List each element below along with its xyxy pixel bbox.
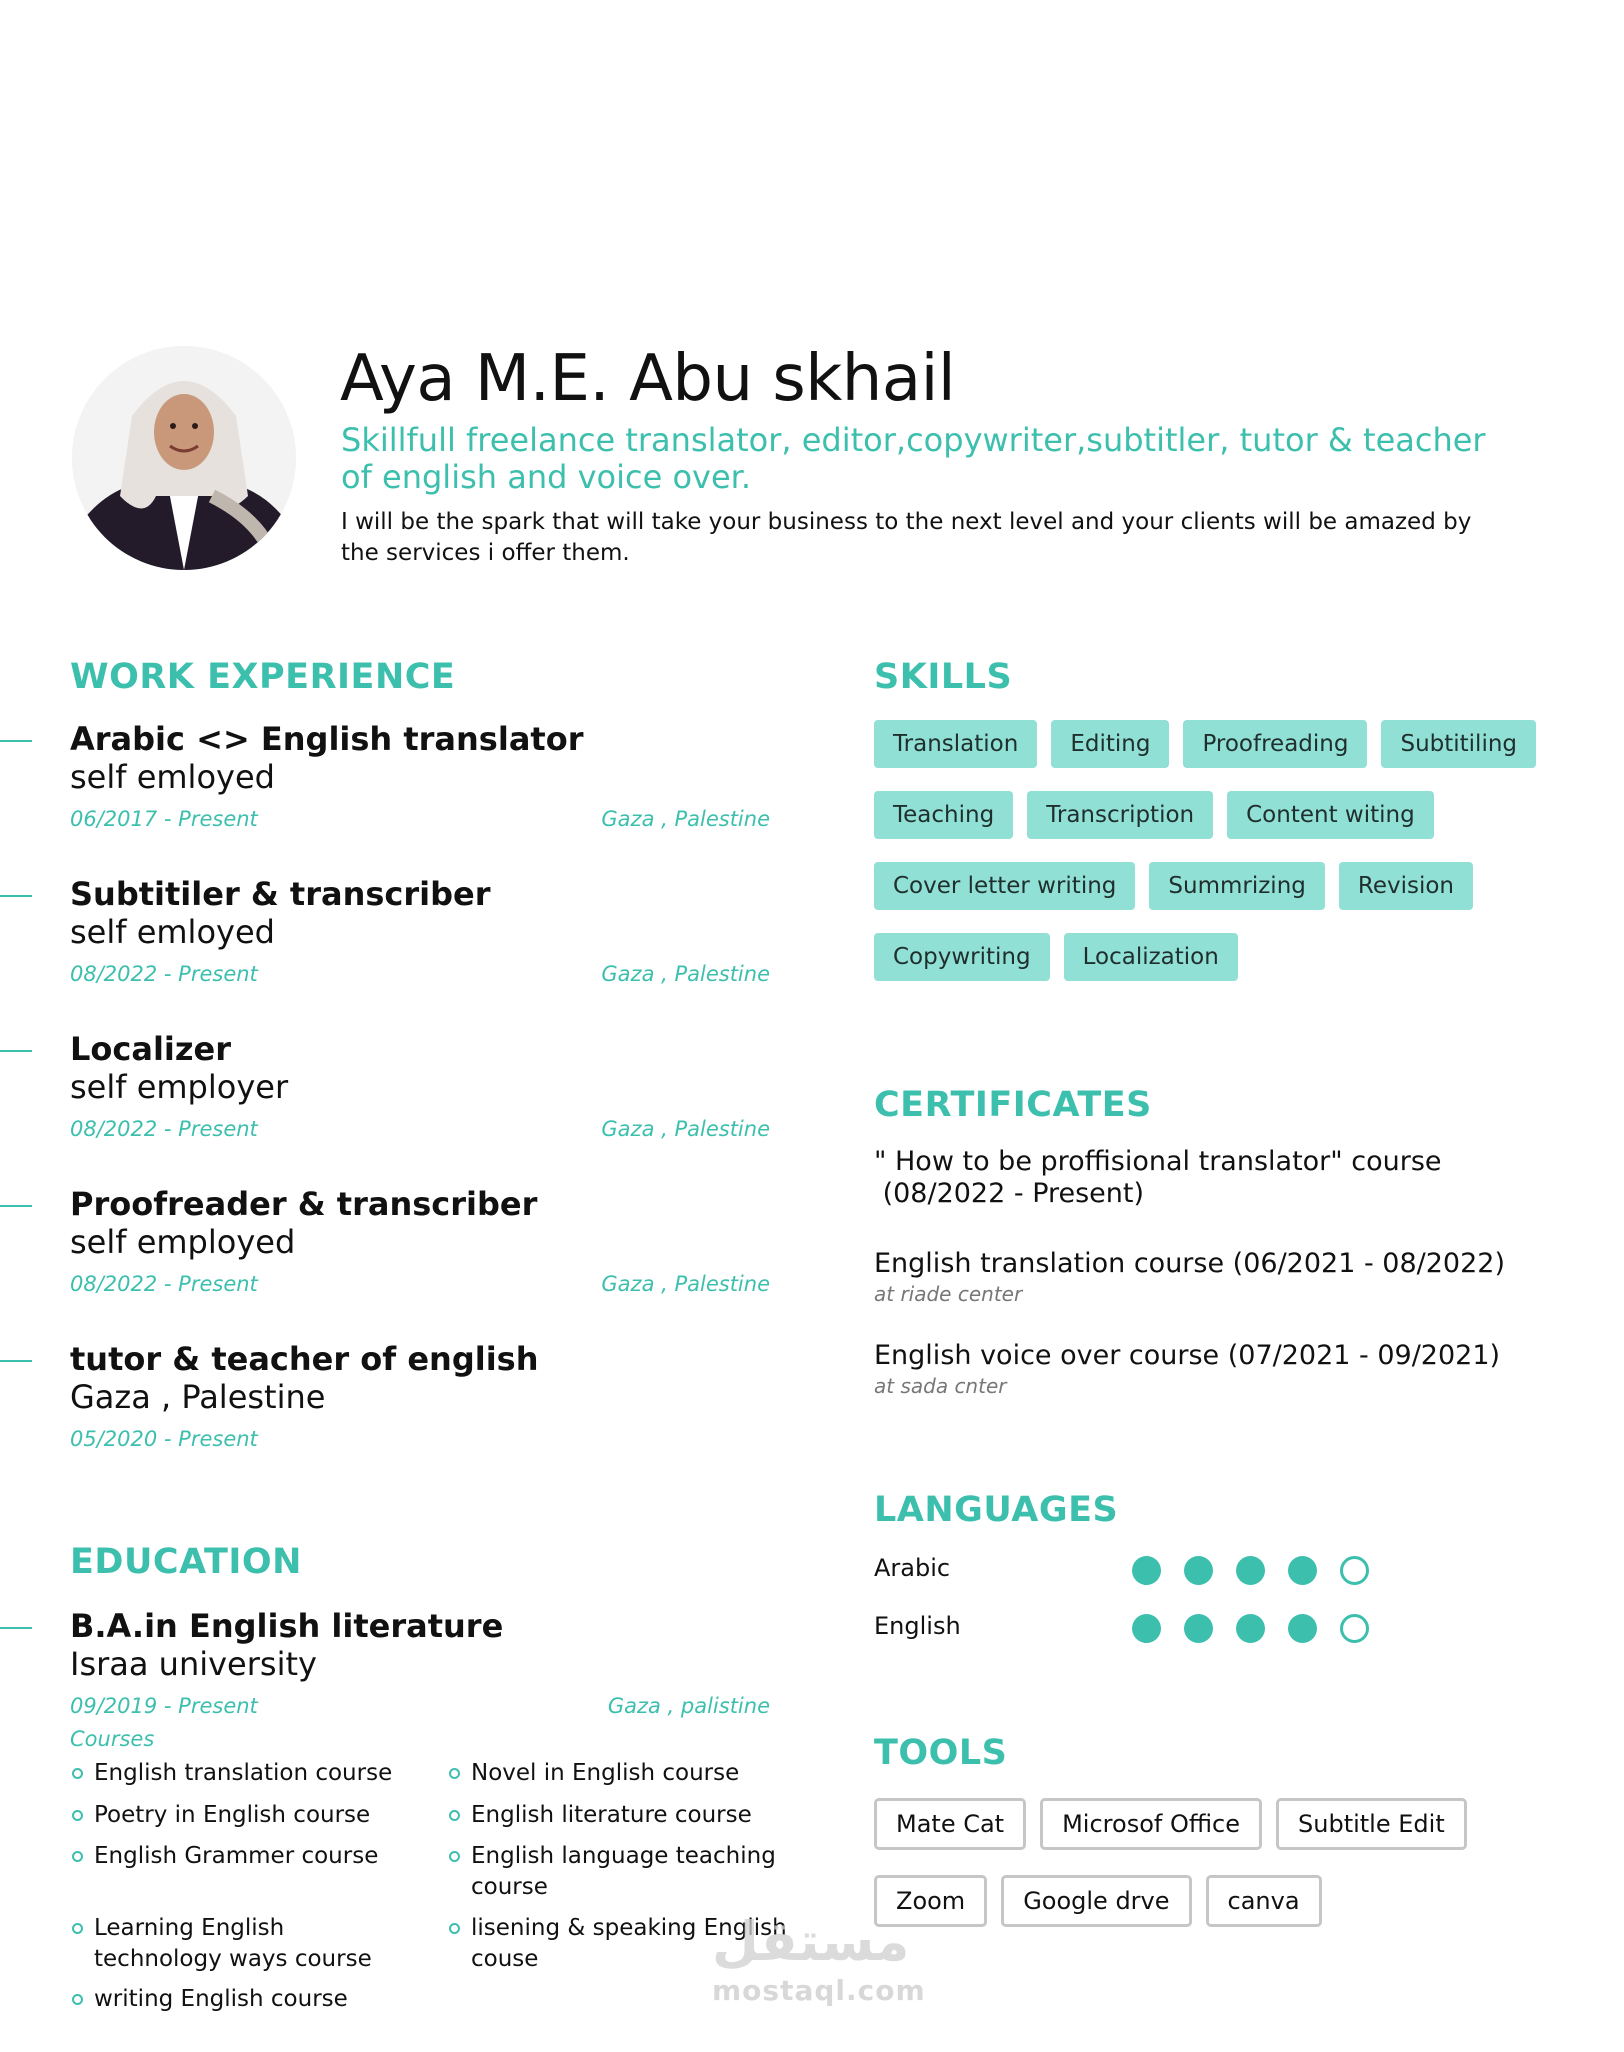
tool-tag: Microsof Office [1040, 1798, 1262, 1850]
education-location: Gaza , palistine [607, 1694, 770, 1718]
candidate-summary: I will be the spark that will take your business to the next level and your clients will be amazed by the services i offer them. [341, 509, 1472, 566]
level-dot-filled [1132, 1556, 1161, 1585]
skill-tag: Proofreading [1183, 720, 1367, 768]
job-title: Localizer [70, 1030, 231, 1068]
job-marker [0, 895, 32, 897]
job-date: 08/2022 - Present [70, 1117, 258, 1141]
bullet-icon [449, 1851, 460, 1862]
tool-tag: Mate Cat [874, 1798, 1026, 1850]
level-dot-filled [1236, 1614, 1265, 1643]
certificate-provider: at sada cnter [874, 1374, 1007, 1398]
job-location: Gaza , Palestine [601, 962, 770, 986]
candidate-tagline: Skillfull freelance translator, editor,copywriter,subtitler, tutor & teacher of english and voice over. [341, 421, 1486, 496]
job-title: tutor & teacher of english [70, 1340, 539, 1378]
skills-heading: SKILLS [874, 657, 1013, 697]
education-marker [0, 1627, 32, 1629]
language-level [1132, 1614, 1369, 1643]
job-location: Gaza , Palestine [601, 807, 770, 831]
job-organization: self emloyed [70, 758, 275, 796]
bullet-icon [449, 1810, 460, 1821]
course-label: lisening & speaking English couse [471, 1915, 787, 1972]
certificate-provider: at riade center [874, 1282, 1023, 1306]
skill-tag: Content witing [1227, 791, 1434, 839]
bullet-icon [72, 1994, 83, 2005]
work-experience-heading: WORK EXPERIENCE [70, 657, 456, 697]
course-label: English Grammer course [94, 1843, 379, 1869]
job-organization: self employed [70, 1223, 296, 1261]
job-location: Gaza , Palestine [601, 1117, 770, 1141]
job-date: 08/2022 - Present [70, 962, 258, 986]
level-dot-filled [1132, 1614, 1161, 1643]
course-item [94, 1913, 394, 1975]
level-dot-filled [1184, 1556, 1213, 1585]
course-item [471, 1841, 801, 1903]
bullet-icon [449, 1768, 460, 1779]
bullet-icon [72, 1810, 83, 1821]
certificate-title: English translation course (06/2021 - 08/2022) [874, 1248, 1505, 1279]
job-marker [0, 1360, 32, 1362]
language-level [1132, 1556, 1369, 1585]
bullet-icon [72, 1768, 83, 1779]
skill-tag: Cover letter writing [874, 862, 1135, 910]
tool-tag: canva [1206, 1875, 1322, 1927]
education-heading: EDUCATION [70, 1542, 302, 1582]
level-dot-empty [1340, 1556, 1369, 1585]
course-item [94, 1800, 454, 1831]
tools-list [874, 1798, 1494, 1927]
job-organization: self employer [70, 1068, 289, 1106]
job-marker [0, 740, 32, 742]
skill-tag: Localization [1064, 933, 1238, 981]
skill-tag: Revision [1339, 862, 1473, 910]
skill-tag: Translation [874, 720, 1037, 768]
watermark-url: mostaql.com [712, 1974, 926, 2007]
course-item [94, 1841, 454, 1872]
course-label: English translation course [94, 1760, 393, 1786]
job-title: Subtitiler & transcriber [70, 875, 491, 913]
skill-tag: Subtitiling [1381, 720, 1536, 768]
course-label: writing English course [94, 1986, 348, 2012]
job-organization: self emloyed [70, 913, 275, 951]
language-name: English [874, 1612, 961, 1640]
profile-photo [72, 346, 296, 570]
level-dot-filled [1288, 1556, 1317, 1585]
skills-list [874, 720, 1574, 981]
level-dot-empty [1340, 1614, 1369, 1643]
tool-tag: Subtitle Edit [1276, 1798, 1467, 1850]
candidate-name: Aya M.E. Abu skhail [340, 342, 956, 416]
bullet-icon [72, 1923, 83, 1934]
course-item [471, 1758, 801, 1789]
courses-label: Courses [70, 1727, 155, 1751]
level-dot-filled [1184, 1614, 1213, 1643]
course-label: English literature course [471, 1802, 752, 1828]
course-label: Poetry in English course [94, 1802, 371, 1828]
watermark-logo: مستقل [712, 1910, 910, 1973]
bullet-icon [72, 1851, 83, 1862]
skill-tag: Transcription [1027, 791, 1213, 839]
course-item [471, 1800, 801, 1831]
education-date: 09/2019 - Present [70, 1694, 258, 1718]
job-location: Gaza , Palestine [601, 1272, 770, 1296]
job-marker [0, 1205, 32, 1207]
job-date: 05/2020 - Present [70, 1427, 258, 1451]
tool-tag: Zoom [874, 1875, 987, 1927]
skill-tag: Editing [1051, 720, 1169, 768]
bullet-icon [449, 1923, 460, 1934]
course-label: English language teaching course [471, 1843, 776, 1900]
certificates-heading: CERTIFICATES [874, 1085, 1152, 1125]
languages-heading: LANGUAGES [874, 1490, 1119, 1530]
level-dot-filled [1288, 1614, 1317, 1643]
level-dot-filled [1236, 1556, 1265, 1585]
certificate-title: English voice over course (07/2021 - 09/2021) [874, 1340, 1501, 1371]
job-organization: Gaza , Palestine [70, 1378, 326, 1416]
course-item [94, 1984, 454, 2015]
school-name: Israa university [70, 1645, 317, 1683]
course-item [94, 1758, 454, 1789]
tools-heading: TOOLS [874, 1733, 1008, 1773]
skill-tag: Summrizing [1149, 862, 1324, 910]
degree-title: B.A.in English literature [70, 1607, 504, 1645]
job-marker [0, 1050, 32, 1052]
course-label: Novel in English course [471, 1760, 740, 1786]
job-date: 08/2022 - Present [70, 1272, 258, 1296]
tool-tag: Google drve [1001, 1875, 1191, 1927]
job-title: Arabic <> English translator [70, 720, 584, 758]
job-title: Proofreader & transcriber [70, 1185, 538, 1223]
job-date: 06/2017 - Present [70, 807, 258, 831]
course-label: Learning English technology ways course [94, 1915, 372, 1972]
skill-tag: Copywriting [874, 933, 1050, 981]
certificate-title: " How to be proffisional translator" course (08/2022 - Present) [874, 1146, 1442, 1209]
language-name: Arabic [874, 1554, 951, 1582]
skill-tag: Teaching [874, 791, 1013, 839]
